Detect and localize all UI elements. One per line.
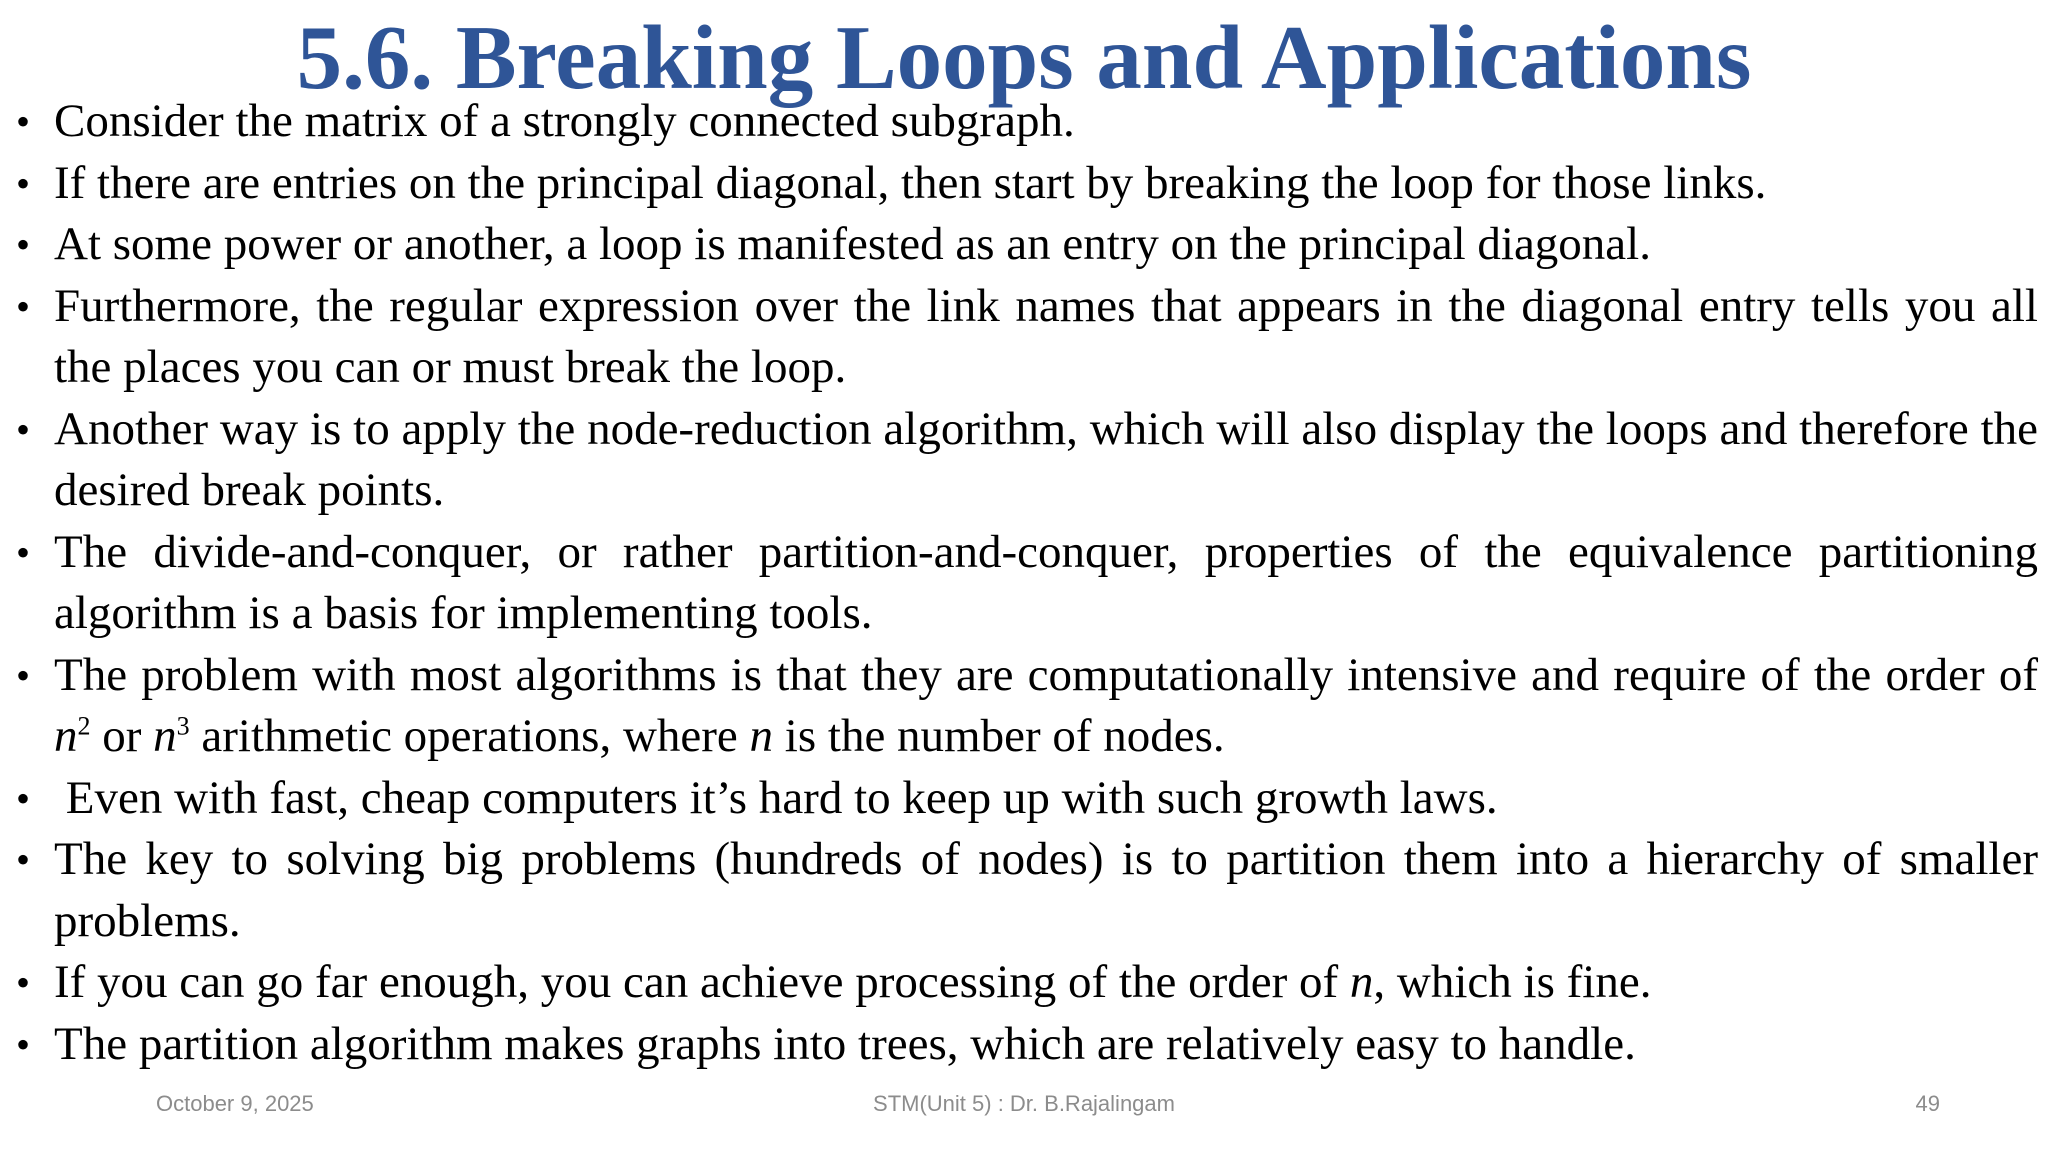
bullet-item	[0, 829, 2048, 952]
bullet-text: If there are entries on the principal diagonal, then start by breaking the loop for those links.	[54, 156, 1767, 209]
footer-center-text: STM(Unit 5) : Dr. B.Rajalingam	[873, 1091, 1175, 1116]
math-variable: n	[153, 710, 177, 762]
math-variable: n	[749, 710, 774, 762]
bullet-dot-icon: •	[16, 222, 31, 267]
bullet-text: The key to solving big problems (hundreds of nodes) is to partition them into a hierarchy of smaller problems.	[54, 833, 2038, 947]
bullet-text: Even with fast, cheap computers it’s hard to keep up with such growth laws.	[54, 771, 1498, 824]
bullet-dot-icon: •	[16, 775, 31, 821]
bullet-text	[54, 649, 2038, 763]
bullet-text: Consider the matrix of a strongly connected subgraph.	[54, 95, 1075, 147]
bullet-dot-icon: •	[16, 1021, 31, 1067]
bullet-item	[0, 91, 2048, 153]
bullet-item	[0, 522, 2048, 645]
bullet-dot-icon: •	[16, 837, 31, 882]
bullet-item	[0, 276, 2048, 399]
bullet-dot-icon: •	[16, 99, 31, 144]
bullet-list	[0, 91, 2048, 1075]
bullet-text: Another way is to apply the node-reduction algorithm, which will also display the loops and therefore the desired break points.	[54, 402, 2038, 516]
bullet-item	[0, 645, 2048, 768]
bullet-text-part: or	[90, 710, 154, 762]
page-number: 49	[1915, 1091, 1940, 1116]
bullet-item	[0, 153, 2048, 215]
bullet-text	[54, 956, 1651, 1008]
bullet-item	[0, 952, 2048, 1014]
bullet-dot-icon: •	[16, 283, 31, 329]
bullet-dot-icon: •	[16, 406, 31, 452]
bullet-dot-icon: •	[16, 960, 31, 1005]
bullet-text: At some power or another, a loop is manifested as an entry on the principal diagonal.	[54, 218, 1651, 270]
bullet-text-part: If you can go far enough, you can achieve processing of the order of	[54, 956, 1350, 1008]
math-variable: n	[54, 710, 78, 762]
bullet-item	[0, 1014, 2048, 1076]
bullet-item	[0, 768, 2048, 830]
bullet-dot-icon: •	[16, 529, 31, 575]
bullet-text-part: , which is fine.	[1373, 956, 1652, 1008]
math-exponent: 3	[176, 711, 190, 741]
bullet-item	[0, 399, 2048, 522]
bullet-text-part: arithmetic operations, where	[189, 710, 750, 762]
bullet-dot-icon: •	[16, 652, 31, 698]
math-exponent: 2	[77, 711, 91, 741]
bullet-text: The partition algorithm makes graphs into trees, which are relatively easy to handle.	[54, 1017, 1636, 1070]
bullet-text-part: The problem with most algorithms is that they are computationally intensive and require of the order of	[54, 648, 2038, 701]
bullet-item	[0, 214, 2048, 276]
bullet-text: Furthermore, the regular expression over the link names that appears in the diagonal entry tells you all the places you can or must break the loop.	[54, 279, 2038, 393]
slide-title: 5.6. Breaking Loops and Applications	[296, 7, 1752, 108]
bullet-text-part: is the number of nodes.	[773, 710, 1225, 762]
bullet-text: The divide-and-conquer, or rather partition-and-conquer, properties of the equivalence partitioning algorithm is a basis for implementing tools.	[54, 525, 2038, 639]
footer-date: October 9, 2025	[156, 1091, 314, 1116]
math-variable: n	[1349, 956, 1374, 1008]
bullet-dot-icon: •	[16, 160, 31, 206]
